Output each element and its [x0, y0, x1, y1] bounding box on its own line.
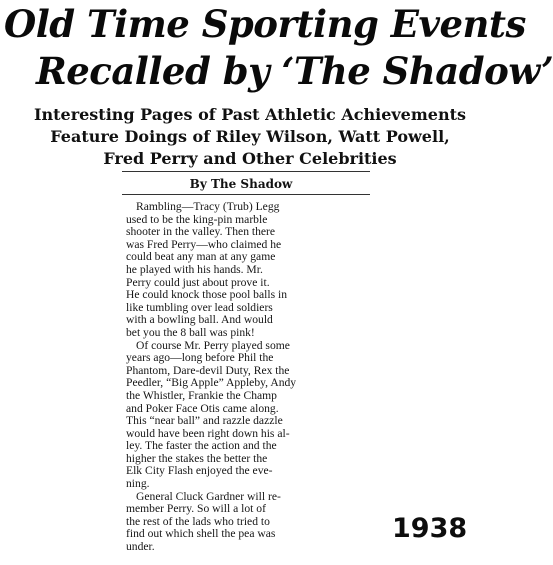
headline-line-2: Recalled by ‘The Shadow’	[36, 49, 553, 93]
article-line: under.	[126, 540, 155, 554]
byline-bottom-rule	[122, 194, 370, 195]
article-line: Rambling—Tracy (Trub) Legg	[136, 200, 280, 213]
article-line: the rest of the lads who tried to	[126, 514, 270, 528]
byline-top-rule	[122, 171, 370, 172]
headline-line-1: Old Time Sporting Events	[4, 2, 526, 46]
article-line: he played with his hands. Mr.	[126, 262, 263, 276]
article-line: would have been right down his al-	[126, 426, 290, 440]
article-line: find out which shell the pea was	[126, 527, 276, 541]
article-line: higher the stakes the better the	[126, 451, 268, 465]
article-line: Phantom, Dare-devil Duty, Rex the	[126, 363, 290, 377]
article-line: and Poker Face Otis came along.	[126, 401, 279, 415]
year-label: 1938	[392, 513, 468, 544]
article-line: used to be the king-pin marble	[126, 212, 268, 226]
article-line: Elk City Flash enjoyed the eve-	[126, 464, 273, 478]
subheadline-line-3: Fred Perry and Other Celebrities	[103, 149, 397, 168]
article-line: General Cluck Gardner will re-	[136, 489, 281, 503]
article-line: bet you the 8 ball was pink!	[126, 325, 255, 339]
article-line: the Whistler, Frankie the Champ	[126, 388, 277, 402]
article-line: Of course Mr. Perry played some	[136, 338, 290, 352]
article-line: was Fred Perry—who claimed he	[126, 237, 282, 251]
byline: By The Shadow	[189, 177, 293, 191]
article-line: could beat any man at any game	[126, 250, 276, 264]
article-line: ning.	[126, 477, 150, 491]
article-line: He could knock those pool balls in	[126, 288, 287, 302]
article-line: Perry could just about prove it.	[126, 275, 270, 289]
subheadline-line-2: Feature Doings of Riley Wilson, Watt Powell,	[50, 127, 450, 146]
article-line: ley. The faster the action and the	[126, 439, 277, 453]
article-column	[126, 201, 370, 554]
article-line: member Perry. So will a lot of	[126, 502, 266, 516]
article-line: shooter in the valley. Then there	[126, 225, 276, 239]
article-line: years ago—long before Phil the	[126, 351, 274, 365]
subheadline-line-1: Interesting Pages of Past Athletic Achievements	[34, 105, 466, 124]
article-line: like tumbling over lead soldiers	[126, 300, 273, 314]
article-line: with a bowling ball. And would	[126, 313, 273, 327]
article-line: This “near ball” and razzle dazzle	[126, 414, 283, 428]
article-line: Peedler, “Big Apple” Appleby, Andy	[126, 376, 297, 390]
